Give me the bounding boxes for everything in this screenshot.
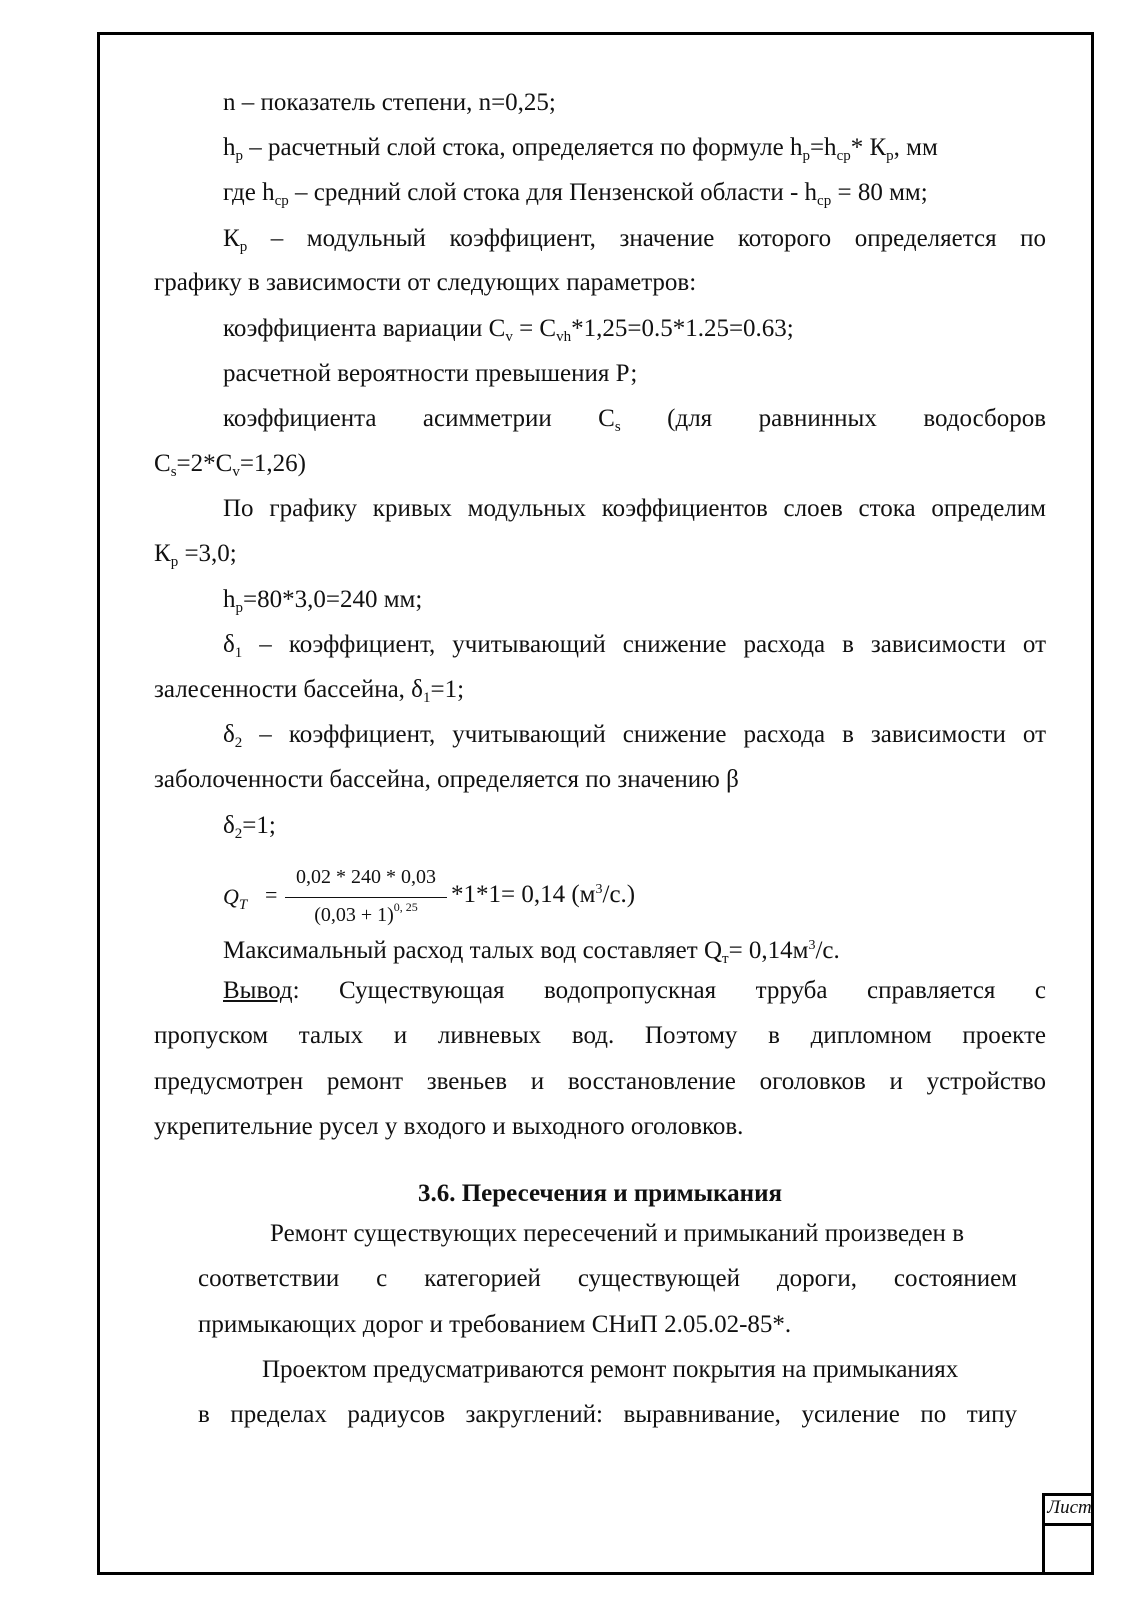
formula-equals: =	[265, 882, 278, 907]
formula-result: *1*1= 0,14 $(м^3/с.)$	[451, 881, 636, 908]
text-line-25: примыкающих дорог и требованием СНиП 2.05.02-85*.	[198, 1311, 792, 1338]
text-line-19: Вывод: Существующая водопропускная трруба справляется с	[223, 977, 1046, 1004]
title-block-divider	[1045, 1523, 1094, 1526]
text-line-23: Ремонт существующих пересечений и примыканий произведен в	[270, 1220, 964, 1247]
text-line-6: коэффициента вариации $C_v = C_{vh}*1,25=0.5*1.25=0.63$;	[223, 315, 794, 345]
text-line-27: в пределах радиусов закруглений: выравнивание, усиление по типу	[198, 1401, 1017, 1428]
section-heading: 3.6. Пересечения и примыкания	[417, 1180, 783, 1207]
text-line-13: $\delta_1$ – коэффициент, учитывающий снижение расхода в зависимости от	[223, 631, 1046, 661]
text-line-2: $h_p$ – расчетный слой стока, определяется по формуле $h_p=h_{cp}*$ $К_р$, мм	[223, 134, 938, 164]
text-line-20: пропуском талых и ливневых вод. Поэтому в дипломном проекте	[154, 1022, 1046, 1049]
text-line-22: укрепительние русел у входого и выходного оголовков.	[154, 1113, 744, 1140]
runoff-formula	[223, 866, 823, 936]
text-line-24: соответствии с категорией существующей дороги, состоянием	[198, 1265, 1017, 1292]
formula-denominator: $(0,03 + 1)^{0, 25}$	[314, 900, 418, 926]
text-line-16: заболоченности бассейна, определяется по значению β	[154, 766, 739, 793]
text-line-14: залесенности бассейна, $\delta_1=1$;	[154, 676, 465, 706]
text-line-5: графику в зависимости от следующих параметров:	[154, 269, 697, 296]
text-line-26: Проектом предусматриваются ремонт покрытия на примыканиях	[262, 1356, 959, 1383]
page-frame	[97, 32, 1094, 1575]
text-line-17: $\delta_2=1$;	[223, 812, 276, 842]
text-line-1: n – показатель степени, n=0,25;	[223, 89, 556, 116]
text-line-3: где $h_{cp}$ – средний слой стока для Пензенской области - $h_{cp} = 80$ мм;	[223, 179, 928, 209]
text-line-21: предусмотрен ремонт звеньев и восстановление оголовков и устройство	[154, 1068, 1046, 1095]
title-block-sheet-cell	[1042, 1493, 1094, 1575]
text-line-18: Максимальный расход талых вод составляет $Q_т= 0,14м^3/с$.	[223, 937, 840, 967]
formula-q: $Q_Т$	[223, 884, 248, 913]
fraction-bar	[285, 897, 447, 898]
text-line-11: $К_р =3,0$;	[154, 540, 237, 570]
text-line-9: $C_s=2*C_v=1,26$)	[154, 450, 306, 480]
text-line-7: расчетной вероятности превышения Р;	[223, 360, 638, 387]
text-line-4: $К_р$ – модульный коэффициент, значение которого определяется по	[223, 225, 1046, 255]
text-line-8: коэффициента асимметрии $C_s$ (для равнинных водосборов	[223, 405, 1046, 435]
sheet-label: Лист	[1047, 1497, 1092, 1518]
text-line-10: По графику кривых модульных коэффициентов слоев стока определим	[223, 495, 1046, 522]
text-line-15: $\delta_2$ – коэффициент, учитывающий снижение расхода в зависимости от	[223, 721, 1046, 751]
text-line-12: $h_p=80*3,0=240$ мм;	[223, 586, 423, 616]
conclusion-label: Вывод	[223, 977, 293, 1004]
formula-numerator: 0,02 * 240 * 0,03	[296, 866, 436, 888]
